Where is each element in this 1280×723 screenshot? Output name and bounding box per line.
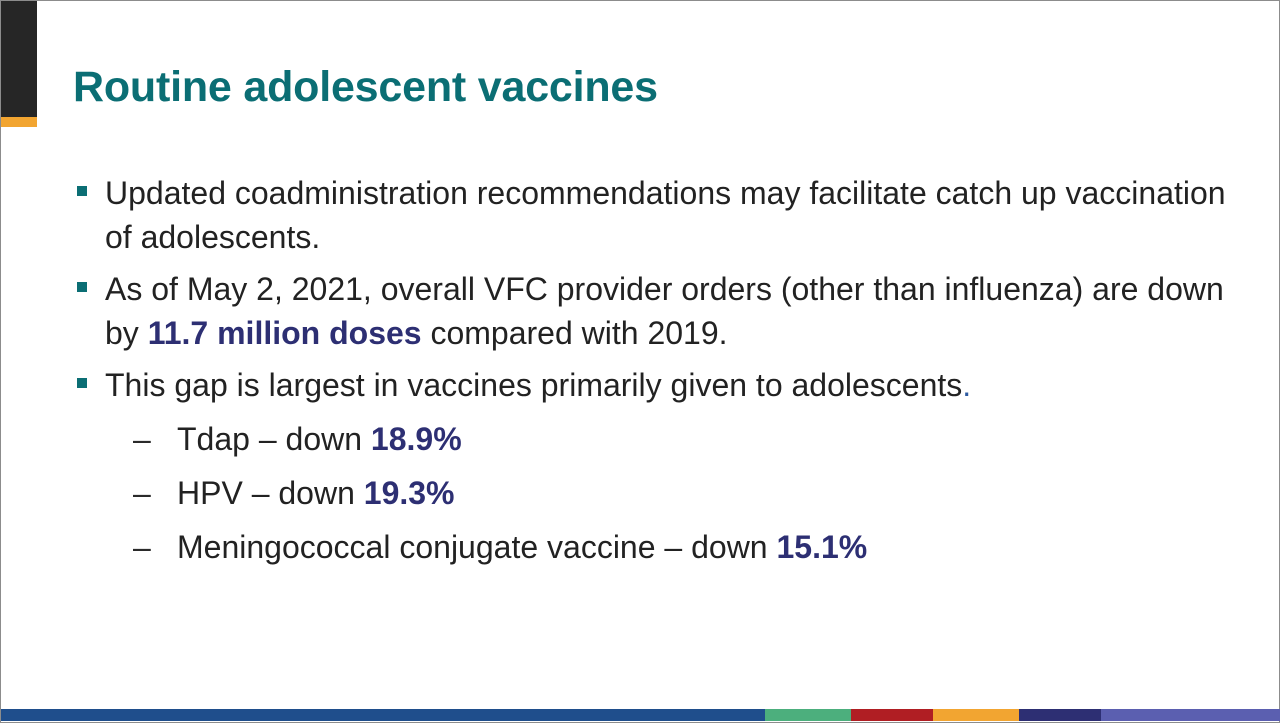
sub-item-value: 15.1% bbox=[776, 529, 868, 565]
sub-item-value: 18.9% bbox=[370, 421, 462, 457]
bullet-text: compared with 2019. bbox=[421, 315, 728, 351]
slide-title: Routine adolescent vaccines bbox=[73, 63, 658, 111]
dash-bullet-icon: – bbox=[133, 475, 151, 511]
square-bullet-icon bbox=[77, 282, 87, 292]
bullet-text: Updated coadministration recommendations may facilitate catch up vaccination of adolescents. bbox=[105, 175, 1226, 255]
bullet-item bbox=[73, 363, 1233, 407]
sub-item-tdap bbox=[73, 417, 1233, 461]
footer-segment bbox=[765, 709, 851, 721]
footer-color-band bbox=[1, 709, 1280, 721]
corner-decoration-bar bbox=[1, 1, 37, 117]
sub-item-hpv bbox=[73, 471, 1233, 515]
bullet-text: This gap is largest in vaccines primarily given to adolescents bbox=[105, 367, 963, 403]
square-bullet-icon bbox=[77, 186, 87, 196]
sub-item-label: HPV – down bbox=[177, 475, 364, 511]
dash-bullet-icon: – bbox=[133, 421, 151, 457]
bullet-list bbox=[73, 171, 1233, 569]
corner-accent-stripe bbox=[1, 117, 37, 127]
bullet-period: . bbox=[962, 367, 972, 403]
dash-bullet-icon: – bbox=[133, 529, 151, 565]
bullet-text: As of May 2, 2021, overall VFC provider orders (other than influenza) are down by bbox=[105, 271, 1224, 351]
footer-segment bbox=[851, 709, 933, 721]
footer-segment bbox=[1, 709, 765, 721]
square-bullet-icon bbox=[77, 378, 87, 388]
sub-item-label: Meningococcal conjugate vaccine – down bbox=[177, 529, 777, 565]
footer-segment bbox=[1101, 709, 1280, 721]
bullet-item bbox=[73, 171, 1233, 259]
footer-segment bbox=[1019, 709, 1101, 721]
sub-item-meningococcal bbox=[73, 525, 1233, 569]
bullet-item bbox=[73, 267, 1233, 355]
sub-item-value: 19.3% bbox=[363, 475, 455, 511]
sub-item-label: Tdap – down bbox=[177, 421, 371, 457]
highlight-doses: 11.7 million doses bbox=[147, 315, 422, 351]
footer-segment bbox=[933, 709, 1019, 721]
